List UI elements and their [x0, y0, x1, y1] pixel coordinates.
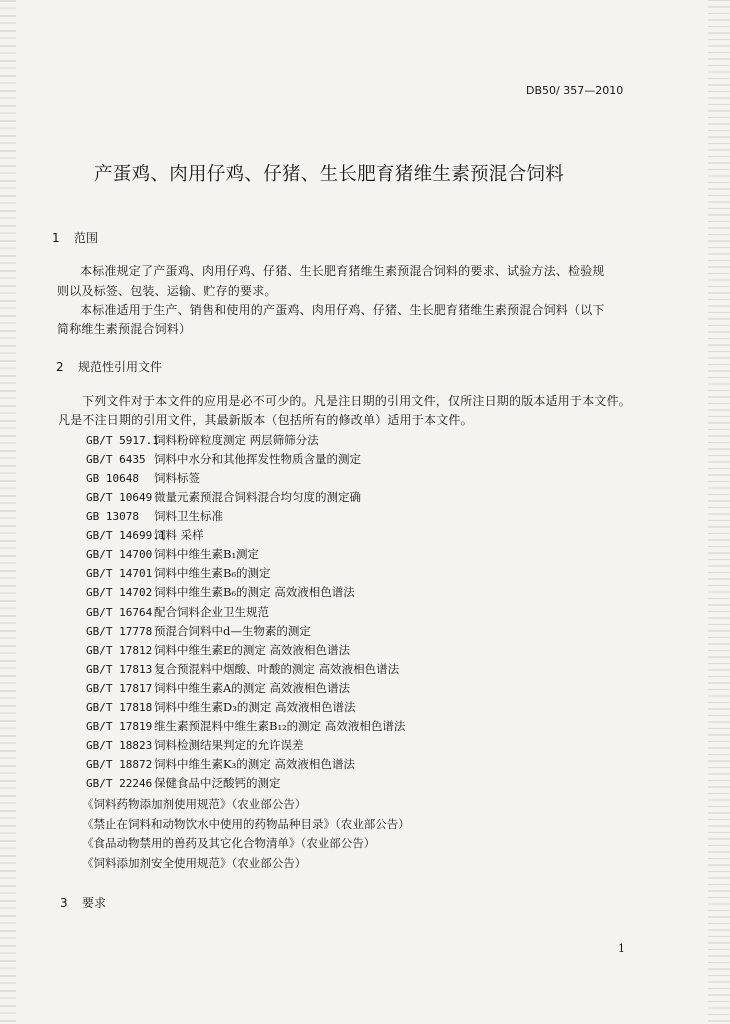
reference-title: 饲料中维生素B₁测定: [154, 547, 260, 562]
section-3-title: 要求: [82, 896, 107, 910]
reference-title: 保健食品中泛酸钙的测定: [154, 775, 281, 790]
reference-code: GB 10648: [86, 472, 139, 486]
reference-title: 预混合饲料中d—生物素的测定: [154, 623, 311, 638]
reference-title: 复合预混料中烟酸、叶酸的测定 高效液相色谱法: [154, 661, 400, 676]
scan-edge-left: [0, 0, 16, 1024]
document-title: 产蛋鸡、肉用仔鸡、仔猪、生长肥育猪维生素预混合饲料: [94, 164, 565, 185]
reference-code: GB/T 18823: [86, 738, 153, 752]
reference-title: 微量元素预混合饲料混合均匀度的测定确: [154, 490, 361, 505]
reference-title: 配合饲料企业卫生规范: [154, 604, 269, 619]
reference-title: 饲料粉碎粒度测定 两层筛筛分法: [154, 433, 319, 447]
reference-item: [86, 489, 361, 505]
reference-code: GB/T 22246: [86, 776, 153, 790]
section-3-number: 3: [60, 896, 68, 910]
scope-paragraph-2-line-2: 简称维生素预混合饲料）: [57, 322, 192, 336]
reference-item: [86, 775, 281, 791]
reference-code: GB/T 17813: [86, 662, 153, 676]
reference-code: GB/T 5917.1: [86, 434, 159, 447]
reference-title: 饲料检测结果判定的允许误差: [154, 737, 304, 752]
section-1-heading: [52, 229, 98, 246]
reference-title: 饲料中维生素D₃的测定 高效液相色谱法: [154, 699, 356, 714]
scope-paragraph-1-line-2: 则以及标签、包装、运输、贮存的要求。: [57, 284, 277, 298]
reference-code: GB 13078: [86, 510, 139, 524]
reference-title: 维生素预混料中维生素B₁₂的测定 高效液相色谱法: [154, 718, 406, 733]
scan-edge-right: [708, 0, 730, 1024]
reference-title: 饲料标签: [154, 471, 200, 486]
reference-code: GB/T 17778: [86, 624, 153, 638]
regulation-item: 《饲料药物添加剂使用规范》（农业部公告）: [82, 797, 307, 811]
reference-item: [86, 527, 204, 543]
scope-paragraph-1-line-1: 本标准规定了产蛋鸡、肉用仔鸡、仔猪、生长肥育猪维生素预混合饲料的要求、试验方法、检验规: [80, 264, 605, 278]
reference-item: [86, 451, 361, 467]
section-3-heading: [60, 894, 106, 911]
reference-title: 饲料卫生标准: [154, 509, 223, 524]
reference-code: GB/T 14700: [86, 548, 153, 562]
reference-code: GB/T 17812: [86, 643, 153, 657]
references-intro-line-2: 凡是不注日期的引用文件，其最新版本（包括所有的修改单）适用于本文件。: [58, 413, 473, 427]
section-2-heading: [56, 358, 162, 375]
reference-item: [86, 737, 304, 753]
reference-item: [86, 642, 350, 658]
reference-code: GB/T 14699.1: [86, 529, 166, 543]
regulation-item: 《饲料添加剂安全使用规范》（农业部公告）: [82, 855, 307, 870]
reference-title: 饲料中维生素B₆的测定 高效液相色谱法: [154, 585, 355, 600]
page-number: 1: [618, 942, 625, 955]
reference-item: [86, 699, 355, 715]
reference-title: 饲料中维生素E的测定 高效液相色谱法: [154, 642, 351, 657]
reference-item: [86, 508, 223, 524]
reference-item: [86, 756, 355, 772]
reference-code: GB/T 14702: [86, 586, 153, 600]
reference-code: GB/T 18872: [86, 757, 153, 771]
reference-item: [86, 680, 350, 696]
section-1-number: 1: [52, 231, 60, 245]
standard-code: DB50/ 357—2010: [526, 84, 624, 97]
reference-code: GB/T 10649: [86, 491, 153, 505]
section-2-title: 规范性引用文件: [78, 360, 163, 374]
scope-paragraph-2-line-1: 本标准适用于生产、销售和使用的产蛋鸡、肉用仔鸡、仔猪、生长肥育猪维生素预混合饲料（以下: [80, 303, 605, 317]
reference-title: 饲料中维生素A的测定 高效液相色谱法: [154, 680, 350, 695]
reference-title: 饲料中水分和其他挥发性物质含量的测定: [154, 452, 361, 467]
section-1-title: 范围: [74, 231, 99, 245]
reference-title: 饲料中维生素K₃的测定 高效液相色谱法: [154, 756, 355, 771]
reference-item: [86, 546, 259, 562]
reference-title: 饲料中维生素B₆的测定: [154, 566, 271, 581]
reference-code: GB/T 17817: [86, 681, 153, 695]
reference-code: GB/T 17819: [86, 719, 153, 733]
reference-code: GB/T 17818: [86, 700, 153, 714]
reference-item: [86, 661, 399, 677]
reference-item: [86, 604, 269, 620]
reference-code: GB/T 6435: [86, 453, 146, 467]
reference-item: [86, 470, 200, 486]
reference-code: GB/T 14701: [86, 567, 153, 581]
reference-item: [86, 432, 319, 448]
regulation-item: 《食品动物禁用的兽药及其它化合物清单》（农业部公告）: [82, 836, 376, 850]
reference-code: GB/T 16764: [86, 605, 153, 619]
reference-title: 饲料 采样: [154, 528, 204, 543]
reference-item: [86, 623, 311, 639]
section-2-number: 2: [56, 360, 64, 374]
reference-item: [86, 718, 405, 734]
reference-item: [86, 565, 271, 581]
reference-item: [86, 584, 355, 600]
references-intro-line-1: 下列文件对于本文件的应用是必不可少的。凡是注日期的引用文件，仅所注日期的版本适用于本文件。: [82, 394, 632, 408]
regulation-item: 《禁止在饲料和动物饮水中使用的药物品种目录》（农业部公告）: [82, 816, 410, 831]
